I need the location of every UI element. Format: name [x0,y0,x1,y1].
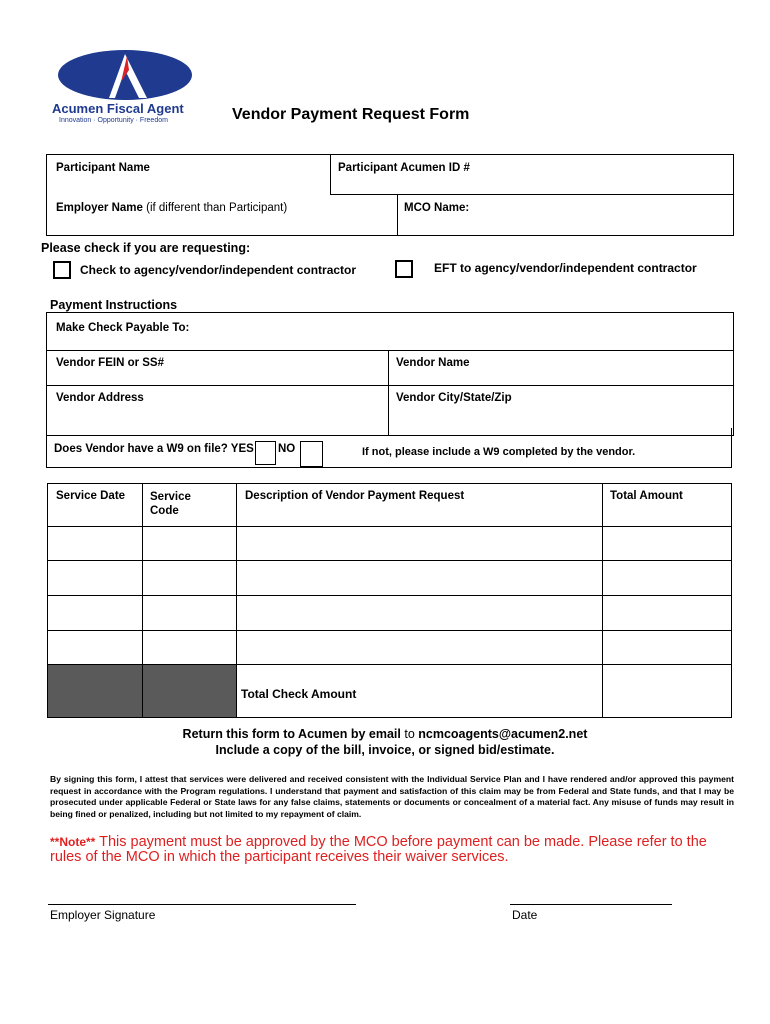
check-option-checkbox[interactable] [53,261,71,279]
header-total-amount: Total Amount [610,490,683,502]
return-prefix: Return this form to Acumen by email [182,727,401,741]
header-description: Description of Vendor Payment Request [245,490,465,502]
divider [46,385,734,386]
eft-option-checkbox[interactable] [395,260,413,278]
vendor-fein-field[interactable]: Vendor FEIN or SS# [56,357,164,369]
vendor-name-field[interactable]: Vendor Name [396,357,470,369]
eft-option-label: EFT to agency/vendor/independent contractor [434,261,697,275]
w9-no-label: NO [278,443,296,455]
total-check-amount-field[interactable] [603,665,731,717]
logo-name: Acumen Fiscal Agent [52,101,184,116]
return-email[interactable]: ncmcoagents@acumen2.net [418,727,588,741]
participant-name-field[interactable]: Participant Name [56,162,150,174]
logo-emblem-icon [55,48,195,104]
mco-approval-note [50,835,740,865]
check-option-label: Check to agency/vendor/independent contractor [80,263,357,277]
header-service-date: Service Date [56,490,126,502]
employer-name-field[interactable] [56,202,287,214]
date-line[interactable] [510,904,672,905]
divider [388,350,389,436]
table-row[interactable] [48,527,731,560]
note-text: This payment must be approved by the MCO before payment can be made. Please refer to the rules of the MCO in which the participant receives their waiver services. [50,834,707,865]
return-instructions [0,727,770,741]
participant-id-field[interactable]: Participant Acumen ID # [338,162,470,174]
employer-signature-line[interactable] [48,904,356,905]
acumen-logo [52,48,227,130]
header-service-code: Service Code [150,491,191,517]
request-heading: Please check if you are requesting: [41,241,251,255]
employer-name-note: (if different than Participant) [142,202,288,214]
vendor-city-field[interactable]: Vendor City/State/Zip [396,392,512,404]
make-check-payable-field[interactable]: Make Check Payable To: [56,322,190,334]
date-label: Date [512,908,538,922]
mco-name-field[interactable]: MCO Name: [404,202,470,214]
divider [142,665,143,717]
w9-no-checkbox[interactable] [300,441,323,467]
table-row[interactable] [48,561,731,595]
divider [397,194,398,236]
employer-name-label: Employer Name [56,202,143,214]
note-label: **Note** [50,835,96,849]
divider [46,350,734,351]
attestation-text: By signing this form, I attest that services were delivered and received consistent with the Individual Service Plan and I have rendered and/or approved this payment request in accordance with the Program regulations. I understand that payment and satisfaction of this claim may be from Federal and State funds, and that I may be prosecuted under applicable Federal or State laws for any false claims, statements or documents or concealment of a material fact. Any misuse of funds may result in being fined or penalized, including but not limited to my repayment of claim. [50,774,734,819]
page-title: Vendor Payment Request Form [232,106,470,123]
logo-tagline: Innovation · Opportunity · Freedom [59,117,168,124]
return-to: to [400,727,419,741]
divider [330,194,734,195]
w9-question: Does Vendor have a W9 on file? YES [54,443,254,455]
vendor-address-field[interactable]: Vendor Address [56,392,144,404]
w9-note: If not, please include a W9 completed by the vendor. [362,446,636,458]
table-row[interactable] [48,596,731,630]
divider [330,154,331,194]
total-check-amount-label: Total Check Amount [241,687,357,701]
table-row[interactable] [48,631,731,664]
payment-instructions-heading: Payment Instructions [50,298,178,312]
employer-signature-label: Employer Signature [50,908,156,922]
w9-yes-checkbox[interactable] [255,441,276,465]
copy-note: Include a copy of the bill, invoice, or signed bid/estimate. [215,743,555,757]
